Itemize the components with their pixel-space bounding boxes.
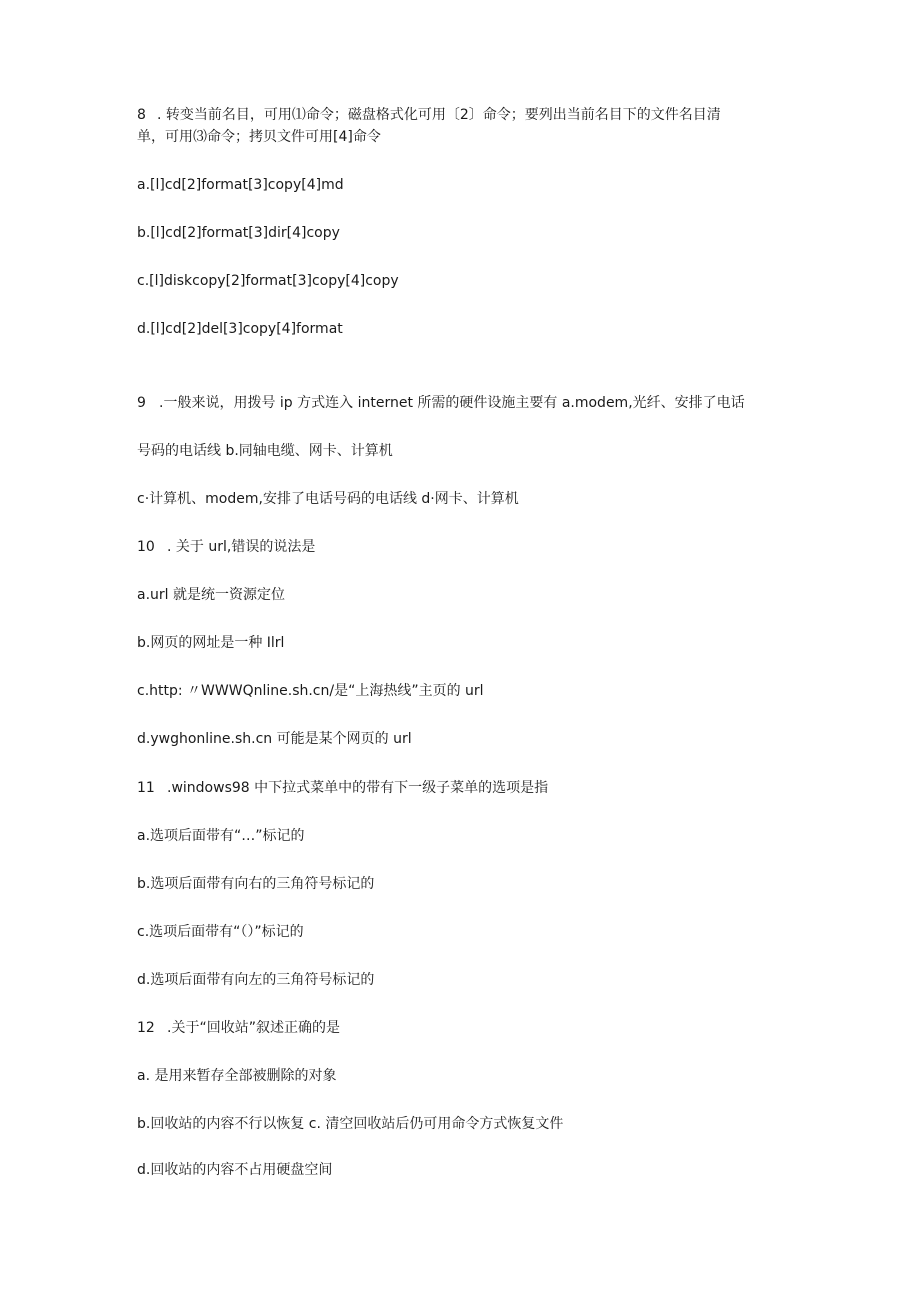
question-9-line-3: c·计算机、modem,安排了电话号码的电话线 d·网卡、计算机 bbox=[137, 491, 519, 507]
question-12-number: 12 bbox=[137, 1020, 155, 1036]
question-11-option-a: a.选项后面带有“…”标记的 bbox=[137, 828, 305, 844]
question-11-option-c: c.选项后面带有“（）”标记的 bbox=[137, 924, 304, 940]
question-9-line-2: 号码的电话线 b.同轴电缆、网卡、计算机 bbox=[137, 443, 393, 459]
question-10-option-c: c.http: 〃WWWQnline.sh.cn/是“上海热线”主页的 url bbox=[137, 683, 484, 699]
question-10-text: . 关于 url,错误的说法是 bbox=[167, 539, 316, 555]
question-10-number: 10 bbox=[137, 539, 155, 555]
question-12-option-d: d.回收站的内容不占用硬盘空间 bbox=[137, 1162, 333, 1178]
question-12-option-a: a. 是用来暂存全部被删除的对象 bbox=[137, 1068, 337, 1084]
question-11-option-d: d.选项后面带有向左的三角符号标记的 bbox=[137, 972, 375, 988]
question-10-option-b: b.网页的网址是一种 Ilrl bbox=[137, 635, 285, 651]
question-9-text-1: .一般来说，用拨号 ip 方式连入 internet 所需的硬件设施主要有 a.modem,光纤、安排了电话 bbox=[159, 395, 745, 411]
question-10-option-d: d.ywghonline.sh.cn 可能是某个网页的 url bbox=[137, 731, 412, 747]
question-8-line-2: 单，可用⑶命令；拷贝文件可用[4]命令 bbox=[137, 129, 381, 145]
question-8-option-b: b.[l]cd[2]format[3]dir[4]copy bbox=[137, 225, 340, 241]
question-10-header bbox=[137, 537, 315, 557]
question-8-option-a: a.[l]cd[2]format[3]copy[4]md bbox=[137, 177, 344, 193]
question-9-line-1 bbox=[137, 393, 745, 413]
question-9-number: 9 bbox=[137, 395, 146, 411]
question-10-option-a: a.url 就是统一资源定位 bbox=[137, 587, 285, 603]
question-8-text-1: . 转变当前名目，可用⑴命令；磁盘格式化可用〔2〕命令；要列出当前名目下的文件名目清 bbox=[157, 107, 721, 123]
question-8-line-1 bbox=[137, 105, 721, 125]
question-11-option-b: b.选项后面带有向右的三角符号标记的 bbox=[137, 876, 375, 892]
question-8-number: 8 bbox=[137, 107, 146, 123]
question-11-number: 11 bbox=[137, 780, 155, 796]
question-12-text: .关于“回收站”叙述正确的是 bbox=[167, 1020, 340, 1036]
question-12-option-b-c: b.回收站的内容不行以恢复 c. 清空回收站后仍可用命令方式恢复文件 bbox=[137, 1116, 564, 1132]
question-11-text: .windows98 中下拉式菜单中的带有下一级子菜单的选项是指 bbox=[167, 780, 549, 796]
question-12-header bbox=[137, 1018, 340, 1038]
question-11-header bbox=[137, 778, 548, 798]
question-8-option-c: c.[l]diskcopy[2]format[3]copy[4]copy bbox=[137, 273, 399, 289]
question-8-option-d: d.[l]cd[2]del[3]copy[4]format bbox=[137, 321, 343, 337]
